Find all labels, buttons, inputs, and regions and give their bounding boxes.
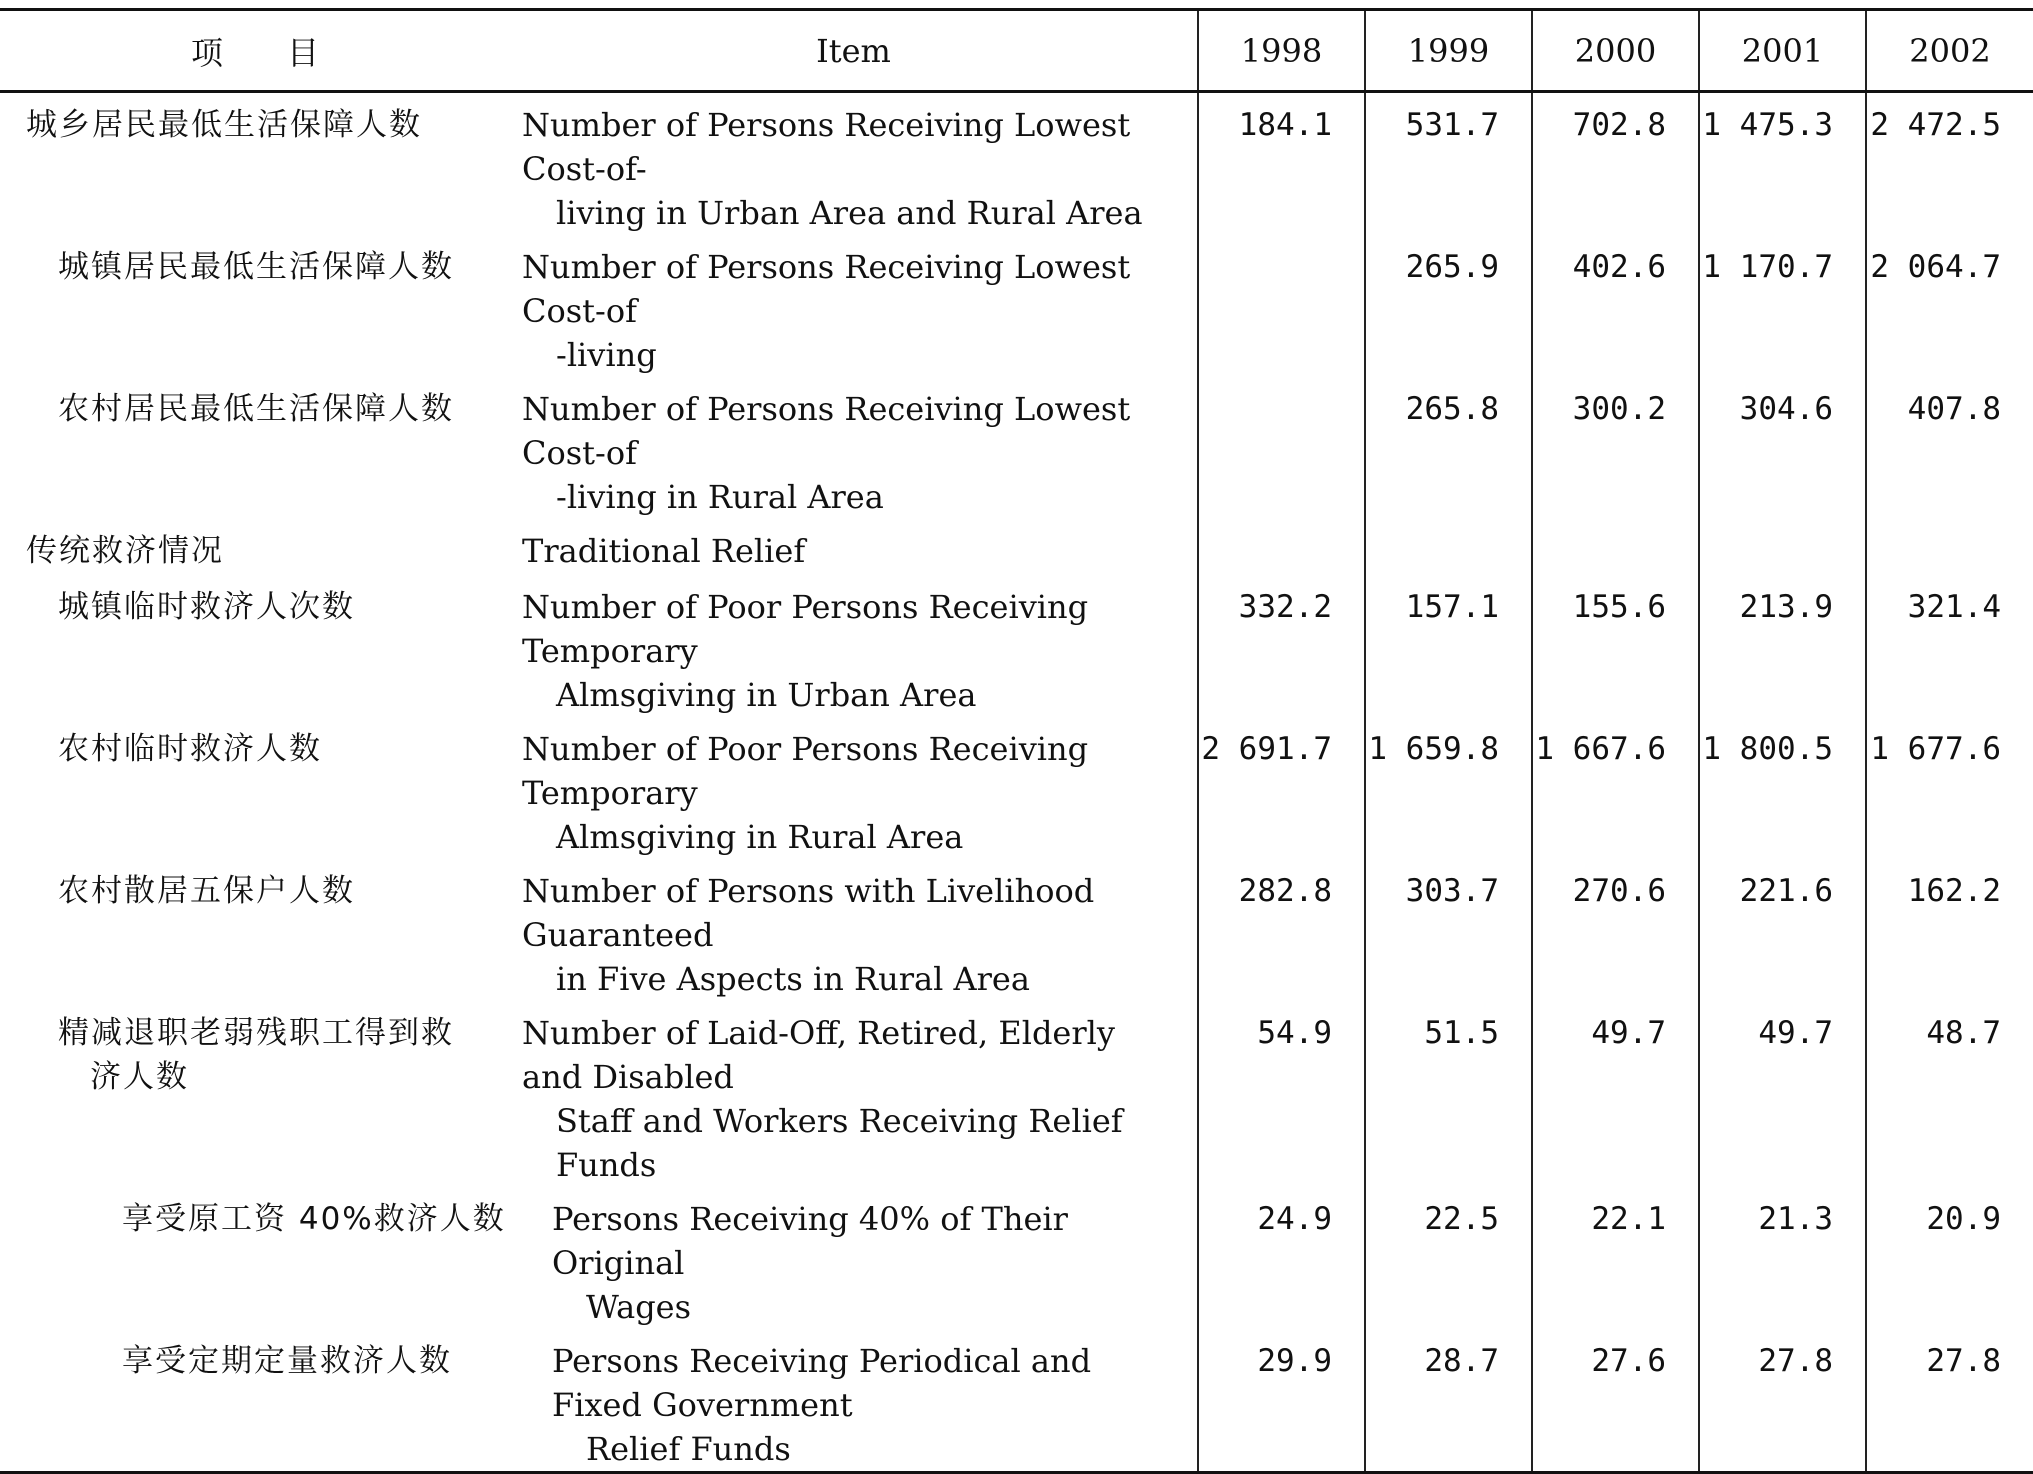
row-label-cn-line: 济人数: [90, 1059, 189, 1095]
row-label-en: [510, 1001, 1198, 1187]
header-year-2002: 2002: [1866, 10, 2033, 92]
table-row: [0, 377, 2033, 519]
value-cell: 49.7: [1699, 1001, 1866, 1187]
row-label-cn-line: 农村散居五保户人数: [58, 873, 355, 909]
value-cell: 155.6: [1532, 575, 1699, 717]
header-item-en: Item: [510, 10, 1198, 92]
row-label-cn-line: 城镇居民最低生活保障人数: [58, 249, 454, 285]
table-row: [0, 575, 2033, 717]
value-cell: [1532, 519, 1699, 575]
row-label-en-line: Almsgiving in Rural Area: [556, 818, 964, 856]
row-label-en-line: Almsgiving in Urban Area: [556, 676, 977, 714]
row-label-en-line: living in Urban Area and Rural Area: [556, 194, 1143, 232]
row-label-en-line: Persons Receiving 40% of Their Original: [552, 1200, 1068, 1282]
value-cell: 1 659.8: [1365, 717, 1532, 859]
row-label-en-line: Number of Poor Persons Receiving Temporary: [522, 588, 1089, 670]
row-label-cn: [0, 92, 510, 236]
value-cell: 282.8: [1198, 859, 1365, 1001]
row-label-cn: [0, 859, 510, 1001]
row-label-cn: [0, 1001, 510, 1187]
row-label-en-line: Number of Persons with Livelihood Guaranteed: [522, 872, 1095, 954]
row-label-cn-line: 农村居民最低生活保障人数: [58, 391, 454, 427]
table-row: [0, 519, 2033, 575]
value-cell: 304.6: [1699, 377, 1866, 519]
value-cell: 27.8: [1699, 1329, 1866, 1473]
value-cell: 1 677.6: [1866, 717, 2033, 859]
table-row: [0, 1001, 2033, 1187]
value-cell: 27.6: [1532, 1329, 1699, 1473]
row-label-en: [510, 575, 1198, 717]
value-cell: [1699, 519, 1866, 575]
value-cell: 21.3: [1699, 1187, 1866, 1329]
row-label-en-line: Number of Persons Receiving Lowest Cost-of-: [522, 106, 1131, 188]
value-cell: 54.9: [1198, 1001, 1365, 1187]
value-cell: 702.8: [1532, 92, 1699, 236]
row-label-cn-line: 城乡居民最低生活保障人数: [26, 107, 422, 143]
row-label-en-line: Traditional Relief: [522, 532, 806, 570]
value-cell: 2 064.7: [1866, 235, 2033, 377]
value-cell: [1365, 519, 1532, 575]
row-label-cn-line: 传统救济情况: [26, 533, 224, 569]
table-row: [0, 1329, 2033, 1473]
value-cell: 270.6: [1532, 859, 1699, 1001]
value-cell: 48.7: [1866, 1001, 2033, 1187]
row-label-cn: [0, 1187, 510, 1329]
row-label-cn: [0, 235, 510, 377]
value-cell: 265.8: [1365, 377, 1532, 519]
value-cell: 20.9: [1866, 1187, 2033, 1329]
header-year-2001: 2001: [1699, 10, 1866, 92]
value-cell: [1198, 235, 1365, 377]
row-label-cn: [0, 575, 510, 717]
value-cell: [1198, 377, 1365, 519]
row-label-cn-line: 享受原工资 40%救济人数: [122, 1201, 506, 1237]
value-cell: 1 475.3: [1699, 92, 1866, 236]
value-cell: 2 691.7: [1198, 717, 1365, 859]
table-row: [0, 859, 2033, 1001]
header-year-1998: 1998: [1198, 10, 1365, 92]
row-label-cn-line: 精减退职老弱残职工得到救: [58, 1015, 454, 1051]
value-cell: 1 800.5: [1699, 717, 1866, 859]
header-year-1999: 1999: [1365, 10, 1532, 92]
row-label-en-line: Number of Laid-Off, Retired, Elderly and Disabled: [522, 1014, 1115, 1096]
row-label-en-line: Staff and Workers Receiving Relief Funds: [556, 1102, 1123, 1184]
row-label-en: [510, 1329, 1198, 1473]
row-label-en-line: Number of Persons Receiving Lowest Cost-of: [522, 390, 1131, 472]
value-cell: 51.5: [1365, 1001, 1532, 1187]
value-cell: [1198, 519, 1365, 575]
value-cell: 2 472.5: [1866, 92, 2033, 236]
row-label-en-line: -living: [556, 336, 657, 374]
row-label-cn-line: 享受定期定量救济人数: [122, 1343, 452, 1379]
row-label-en: [510, 92, 1198, 236]
value-cell: 1 170.7: [1699, 235, 1866, 377]
row-label-cn: [0, 717, 510, 859]
row-label-en: [510, 235, 1198, 377]
value-cell: 321.4: [1866, 575, 2033, 717]
row-label-en: [510, 1187, 1198, 1329]
value-cell: 265.9: [1365, 235, 1532, 377]
table-row: [0, 235, 2033, 377]
row-label-en: [510, 377, 1198, 519]
row-label-cn-line: 农村临时救济人数: [58, 731, 322, 767]
row-label-cn: [0, 1329, 510, 1473]
row-label-cn: [0, 377, 510, 519]
row-label-en: [510, 859, 1198, 1001]
value-cell: 22.5: [1365, 1187, 1532, 1329]
value-cell: 407.8: [1866, 377, 2033, 519]
value-cell: 27.8: [1866, 1329, 2033, 1473]
row-label-en: [510, 519, 1198, 575]
value-cell: 221.6: [1699, 859, 1866, 1001]
value-cell: 300.2: [1532, 377, 1699, 519]
value-cell: 24.9: [1198, 1187, 1365, 1329]
table-row: [0, 717, 2033, 859]
value-cell: 213.9: [1699, 575, 1866, 717]
value-cell: 531.7: [1365, 92, 1532, 236]
row-label-en: [510, 717, 1198, 859]
value-cell: 184.1: [1198, 92, 1365, 236]
row-label-cn-line: 城镇临时救济人次数: [58, 589, 355, 625]
row-label-en-line: Relief Funds: [586, 1430, 791, 1468]
value-cell: 28.7: [1365, 1329, 1532, 1473]
value-cell: 402.6: [1532, 235, 1699, 377]
table-row: [0, 92, 2033, 236]
row-label-cn: [0, 519, 510, 575]
relief-statistics-table: [0, 8, 2033, 1474]
value-cell: 1 667.6: [1532, 717, 1699, 859]
row-label-en-line: -living in Rural Area: [556, 478, 884, 516]
value-cell: 162.2: [1866, 859, 2033, 1001]
table-row: [0, 1187, 2033, 1329]
value-cell: 49.7: [1532, 1001, 1699, 1187]
value-cell: 157.1: [1365, 575, 1532, 717]
value-cell: 29.9: [1198, 1329, 1365, 1473]
value-cell: 22.1: [1532, 1187, 1699, 1329]
value-cell: 332.2: [1198, 575, 1365, 717]
header-row: [0, 10, 2033, 92]
row-label-en-line: Wages: [586, 1288, 692, 1326]
header-year-2000: 2000: [1532, 10, 1699, 92]
value-cell: [1866, 519, 2033, 575]
row-label-en-line: Number of Poor Persons Receiving Temporary: [522, 730, 1089, 812]
value-cell: 303.7: [1365, 859, 1532, 1001]
row-label-en-line: Number of Persons Receiving Lowest Cost-of: [522, 248, 1131, 330]
row-label-en-line: in Five Aspects in Rural Area: [556, 960, 1030, 998]
header-item-cn: 项 目: [0, 10, 510, 92]
row-label-en-line: Persons Receiving Periodical and Fixed Government: [552, 1342, 1092, 1424]
